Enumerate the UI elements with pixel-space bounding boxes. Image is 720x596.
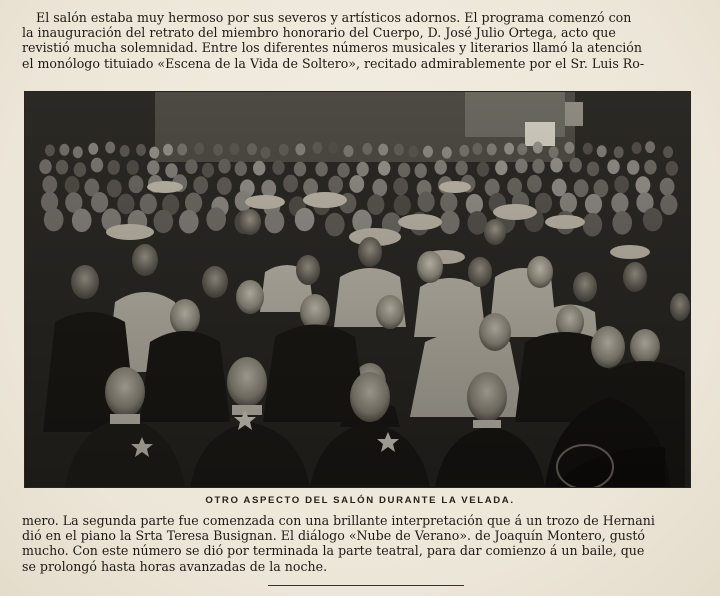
text-line: el monólogo tituiado «Escena de la Vida de Soltero», recitado admirablemente por el Sr. Luis Ro- xyxy=(22,55,645,71)
text-line: dió en el piano la Srta Teresa Busignan. El diálogo «Nube de Verano». de Joaquín Montero, gustó xyxy=(22,528,645,544)
text-line: El salón estaba muy hermoso por sus severos y artísticos adornos. El programa comenzó con xyxy=(36,10,632,25)
text-line: se prolongó hasta horas avanzadas de la noche. xyxy=(22,558,328,574)
text-line: revistió mucha solemnidad. Entre los diferentes números musicales y literarios llamó la atención xyxy=(22,40,642,56)
text-line: mero. La segunda parte fue comenzada con una brillante interpretación que á un trozo de Hernani xyxy=(22,513,655,528)
photo-caption: OTRO ASPECTO DEL SALÓN DURANTE LA VELADA. xyxy=(205,495,515,506)
text-line: la inauguración del retrato del miembro honorario del Cuerpo, D. José Julio Ortega, acto que xyxy=(22,25,616,41)
text-line: mucho. Con este número se dió por terminada la parte teatral, para dar comienzo á un baile, que xyxy=(22,543,645,559)
divider-rule xyxy=(268,585,464,586)
halftone-photograph xyxy=(24,91,691,488)
article-paragraph-bottom xyxy=(22,513,698,574)
article-paragraph-top xyxy=(22,10,698,71)
